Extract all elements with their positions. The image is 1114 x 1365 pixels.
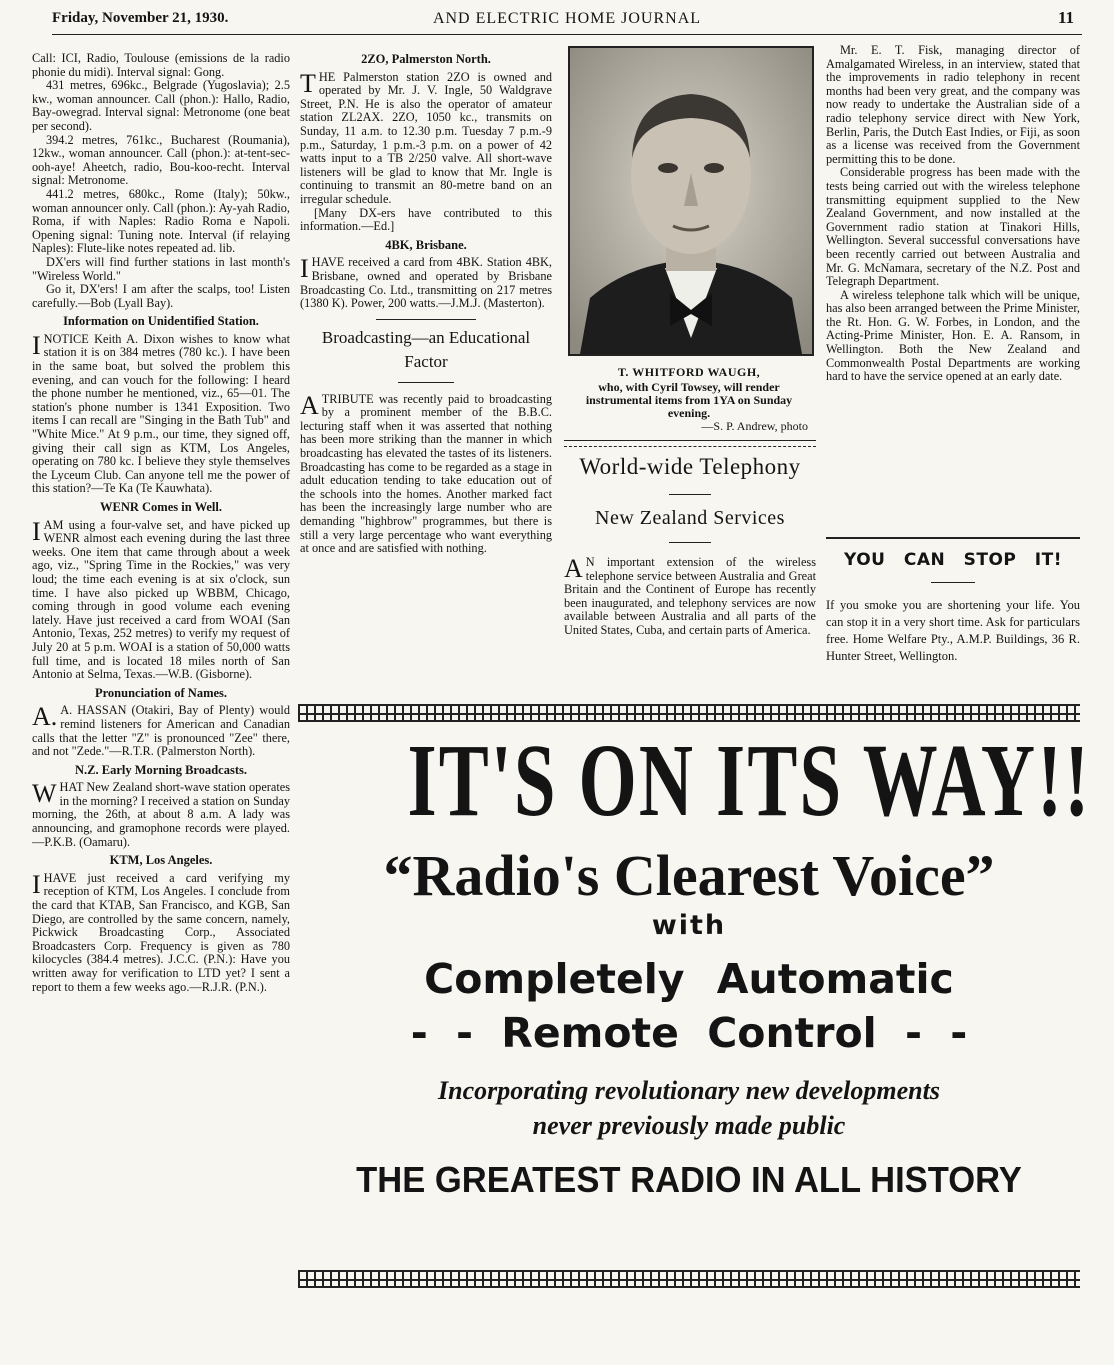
section-heading: N.Z. Early Morning Broadcasts. (75, 762, 247, 777)
paragraph: 394.2 metres, 761kc., Bucharest (Roumania), 12kw., woman announcer. Call (phon.): at-tent-sec-ooh-aye! Aheetch, radio, Bou-koo-recht. Interval signal: Metronome. (32, 132, 290, 188)
radio-advertisement (298, 722, 1092, 1202)
article-body (32, 516, 290, 682)
article-body (32, 869, 290, 994)
column-3-text (564, 556, 816, 638)
column-1 (32, 52, 290, 994)
issue-date: Friday, November 21, 1930. (52, 10, 229, 26)
drop-cap: I (32, 330, 41, 360)
paragraph: Considerable progress has been made with the tests being carried out with the wireless telephone transmitting equipment supplied to the New Zealand Government, and now installed at the Government radio station at Tinakori Hills, Wellington. Several successful conversations have been recently carried out between Australia and Mr. G. McNamara, secretary of the N.Z. Post and Telegraph Department. (826, 165, 1080, 289)
ad-text: If you smoke you are shortening your life. You can stop it in a very short time. Ask for particulars free. Home Welfare Pty., A.M.P. Buildings, 36 R. Hunter Street, Wellington. (826, 598, 1080, 663)
decorative-border-bottom (298, 1270, 1080, 1288)
ad-slogan: THE GREATEST RADIO IN ALL HISTORY (356, 1159, 1022, 1200)
photo-credit: —S. P. Andrew, photo (701, 419, 808, 433)
column-2 (300, 48, 552, 556)
decorative-border-top (298, 704, 1080, 722)
section-heading: KTM, Los Angeles. (109, 853, 213, 868)
divider (826, 537, 1080, 539)
ad-title: YOU CAN STOP IT! (843, 550, 1062, 570)
drop-cap: A (300, 390, 319, 420)
paragraph: Call: ICI, Radio, Toulouse (emissions de la radio phonie du midi). Interval signal: Gong. (32, 51, 290, 79)
article-body (32, 330, 290, 496)
article-text: TRIBUTE was recently paid to broadcasting by a prominent member of the B.B.C. lecturing staff when it was asserted that nothing has been more striking than the manner in which broadcasting has elevated the tastes of its listeners. Broadcasting has come to be regarded as a stage in adult education tending to take education out of the schools into the homes. Another marked fact has been the increasingly large number who are demanding "highbrow" programmes, but there is still a very large percentage who want everything at once and are satisfied with nothing. (300, 391, 552, 556)
article-text: NOTICE Keith A. Dixon wishes to know what station it is on 384 metres (780 kc.). I have been in the same boat, but solved the problem this evening, and can vouch for the following: I heard the phone number he mentioned, viz., 65—01. The station's phone number is 1341 Exposition. Two items I can recall are "Singing in the Bath Tub" and "White Mice." At 9 p.m., our time, they signed off, giving their call sign as KTM, Los Angeles, operating on 780 kc. I believe they style themselves the Lyceum Club. Can anyone tell me the power of this station?—Te Ka (Te Kauwhata). (32, 331, 290, 496)
paragraph: 441.2 metres, 680kc., Rome (Italy); 50kw., woman announcer only. Call (phon.): Ay-yah Radio, Roma, if with Naples: Radio Roma e Napoli. Opening signal: Tuning note. Interval (if relaying Naples): Flute-like notes repeated ad. lib. (32, 186, 290, 256)
headline-line: New Zealand Services (595, 507, 785, 529)
drop-cap: I (32, 516, 41, 546)
section-heading: Pronunciation of Names. (94, 685, 228, 700)
paragraph: 431 metres, 696kc., Belgrade (Yugoslavia); 2.5 kw., woman announcer. Call (phon.): Hallo, Radio, Bay-owegrad. Interval signal: Metronome (one beat per second). (32, 78, 290, 133)
drop-cap: A. (32, 702, 58, 732)
page-number: 11 (1057, 8, 1074, 27)
ad-feature-1: Completely Automatic (424, 955, 954, 1003)
article-text: HAT New Zealand short-wave station operates in the morning? I received a station on Sunday morning, the 26th, at about 8 a.m. A lady was announcing, and gramophone records were played.—P.K.B. (Oamaru). (32, 780, 290, 849)
article-text: N important extension of the wireless telephone service between Australia and Great Britain and the Continent of Europe has recently been inaugurated, and telephony services are now available between Australia and all parts of the United States, Cuba, and certain parts of America. (564, 555, 816, 637)
drop-cap: I (32, 869, 41, 899)
article-text: A. HASSAN (Otakiri, Bay of Plenty) would remind listeners for American and Canadian calls that the letter "Z" is pronounced "Zee" there, and not "Zede."—R.T.R. (Palmerston North). (32, 703, 290, 759)
article-headline (300, 326, 552, 374)
paragraph: DX'ers will find further stations in last month's "Wireless World." (32, 254, 290, 283)
article-text: HAVE received a card from 4BK. Station 4BK, Brisbane, owned and operated by Brisbane Broadcasting Co. Ltd., transmitting on 217 metres (1380 K). Power, 200 watts.—J.M.J. (Masterton). (300, 255, 552, 311)
divider (564, 440, 816, 447)
journal-title: AND ELECTRIC HOME JOURNAL (432, 10, 702, 27)
headline-line: World-wide Telephony (579, 454, 801, 479)
paragraph: A wireless telephone talk which will be unique, has also been arranged between the Prime Minister, the Rt. Hon. G. W. Forbes, in London, and the Acting-Prime Minister, Hon. E. A. Ransom, in Wellington. Both the New Zealand and Commonwealth Postal Departments are working hard to have the service opened at an early date. (826, 287, 1080, 384)
section-heading: Information on Unidentified Station. (63, 314, 259, 329)
drop-cap: A (564, 554, 583, 583)
portrait-image (570, 48, 812, 354)
section-heading: 4BK, Brisbane. (385, 237, 467, 252)
article-text: HE Palmerston station 2ZO is owned and operated by Mr. J. V. Ingle, 50 Waldgrave Street, P.N. He is also the operator of amateur station ZL2AX. 2ZO, 1050 kc., transmits on Sunday, 11 a.m. to 12.30 p.m. Tuesday 7 p.m.-9 p.m., Saturday, 1 p.m.-3 p.m. on a power of 42 watts input to a TB 2/250 valve. All short-wave listeners will be glad to know that Mr. Ingle is continuing to transmit an 80-metre band on an irregular schedule. (300, 69, 552, 206)
ad-headline: IT'S ON ITS WAY!! (407, 723, 1092, 838)
article-body (32, 781, 290, 849)
drop-cap: I (300, 254, 309, 284)
ad-with: with (651, 910, 727, 941)
article-body (300, 390, 552, 556)
divider (669, 494, 711, 495)
article-text: AM using a four-valve set, and have picked up WENR almost each evening during the last three weeks. One item that came through about a week ago, viz., "Spring Time in the Rockies," was very loud; the time each evening is at six o'clock, sun time. I have also picked up WBBM, Chicago, coming through in good volume each evening lately. Have just received a card from WOAI (San Antonio, Texas, 252 metres) to verify my request of July 20 at 5 p.m. WOAI is a station of 50,000 watts full time, and is located 18 miles north of San Antonio at Selma, Texas.—W.B. (Gisborne). (32, 517, 290, 682)
headline-line: Broadcasting—an Educational (321, 327, 531, 347)
ad-tagline: “Radio's Clearest Voice” (383, 843, 995, 908)
paragraph: Mr. E. T. Fisk, managing director of Amalgamated Wireless, in an interview, stated that the improvements in radio telephony in recent months had been very great, and the company was now ready to undertake the Australian side of a radio telephony service direct with New York, Berlin, Paris, the Dutch East Indies, or Fiji, as soon as a license was received from the Government permitting this to be done. (826, 43, 1080, 166)
section-heading: WENR Comes in Well. (100, 500, 222, 514)
portrait-photo (568, 46, 814, 356)
drop-cap: W (32, 779, 57, 809)
divider (931, 582, 975, 583)
ad-subline-2: never previously made public (532, 1111, 846, 1140)
ad-feature-2: - - Remote Control - - (410, 1009, 968, 1057)
caption-name: T. WHITFORD WAUGH, (617, 365, 761, 379)
ad-subline-1: Incorporating revolutionary new developments (438, 1076, 940, 1105)
divider (398, 382, 454, 383)
article-body (564, 556, 816, 638)
divider (669, 542, 711, 543)
article-body (32, 704, 290, 758)
smoking-ad (826, 550, 1080, 665)
divider (376, 319, 476, 320)
article-body (300, 68, 552, 207)
article-text: HAVE just received a card verifying my reception of KTM, Los Angeles. I conclude from the card that KTAB, San Francisco, and KGB, San Diego, are controlled by the same concern, namely, Pickwick Broadcasting Corp., Associated Broadcasters Corp. Frequency is given as 780 kilocycles (384.4 metres). J.C.C. (P.N.): Have you written away for verification to LTD yet? I sent a report to them a few weeks ago.—R.J.R. (P.N.). (32, 870, 290, 994)
article-body (300, 256, 552, 310)
caption-text: who, with Cyril Towsey, will render instrumental items from 1YA on Sunday evening. (585, 380, 793, 420)
section-heading: 2ZO, Palmerston North. (361, 52, 491, 66)
drop-cap: T (300, 68, 316, 98)
headline-line: Factor (404, 351, 448, 371)
page-header (52, 8, 1082, 35)
editor-note: [Many DX-ers have contributed to this information.—Ed.] (300, 205, 552, 234)
photo-caption (566, 366, 812, 433)
paragraph: Go it, DX'ers! I am after the scalps, too! Listen carefully.—Bob (Lyall Bay). (32, 282, 290, 310)
column-4 (826, 44, 1080, 384)
article-headline (562, 454, 818, 543)
